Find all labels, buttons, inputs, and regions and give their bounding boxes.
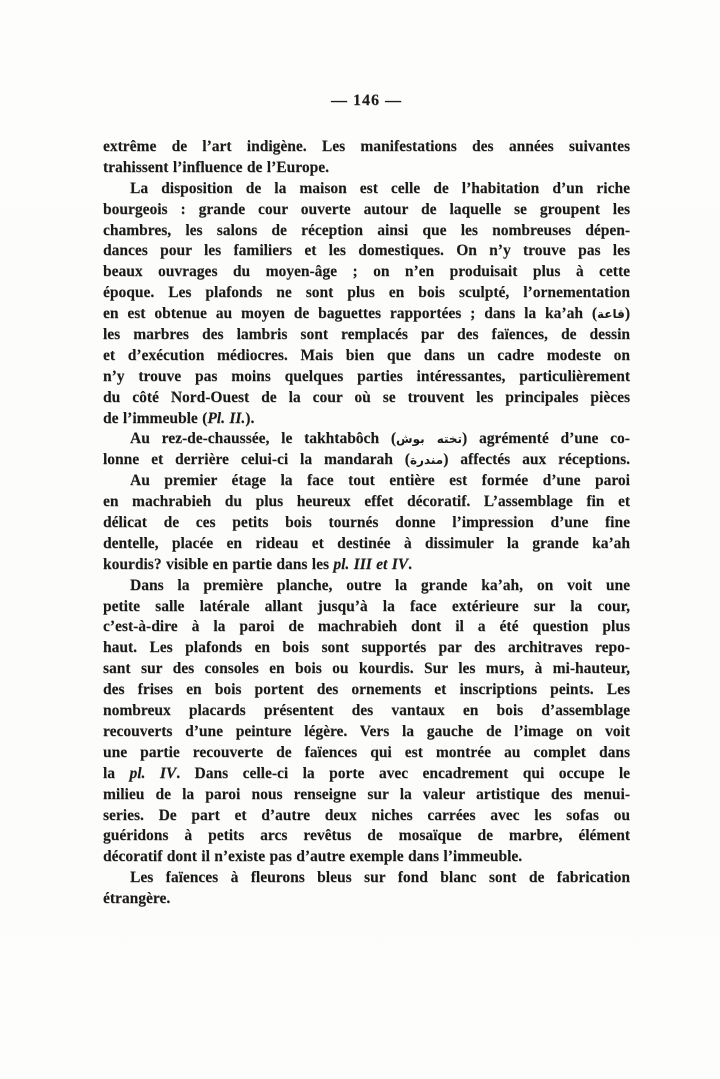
text-line [103,137,630,158]
text-block [103,137,630,910]
text-line [103,534,630,555]
text-segment: étrangère. [103,890,171,908]
plate-reference: pl. IV [129,764,177,782]
text-segment: ) [624,305,630,323]
text-line [103,659,630,680]
text-segment: lonne et derrière celui-ci la mandarah ( [103,451,410,469]
text-segment: des frises en bois portent des ornements et inscriptions peints. Les [103,681,630,699]
text-line [103,617,630,638]
arabic-term: تخته بوش [396,432,463,447]
text-line [103,325,630,346]
text-line [103,597,630,618]
text-segment: Les faïences à fleurons bleus sur fond blanc sont de fabrication [130,869,630,887]
text-line [103,868,630,889]
text-segment: en machrabieh du plus heureux effet décoratif. L’assemblage fin et [103,493,630,511]
page-number: — 146 — [331,92,402,109]
text-line [103,576,630,597]
text-line [103,283,630,304]
plate-reference: Pl. II. [207,409,246,427]
text-line [103,826,630,847]
text-line [103,367,630,388]
text-line [103,722,630,743]
text-segment: haut. Les plafonds en bois sont supportés par des architraves repo- [103,639,630,657]
text-segment: Au premier étage la face tout entière est formée d’une paroi [130,472,630,490]
text-segment: petite salle latérale allant jusqu’à la face extérieure sur la cour, [103,597,630,615]
text-line [103,701,630,722]
text-line [103,555,630,576]
text-segment: . [408,555,412,573]
arabic-term: مندرة [409,453,444,468]
text-segment: une partie recouverte de faïences qui est montrée au complet dans [103,743,630,761]
text-line [103,158,630,179]
text-line [103,179,630,200]
text-segment: n’y trouve pas moins quelques parties intéressantes, particulièrement [103,367,630,385]
text-segment: c’est-à-dire à la paroi de machrabieh dont il a été question plus [103,618,630,636]
text-line [103,200,630,221]
text-segment: beaux ouvrages du moyen-âge ; on n’en produisait plus à cette [103,263,630,281]
text-line [103,388,630,409]
text-line [103,638,630,659]
text-segment: chambres, les salons de réception ainsi que les nombreuses dépen- [103,221,630,239]
text-segment: dentelle, placée en rideau et destinée à dissimuler la grande ka’ah [103,534,630,552]
text-segment: ). [245,409,255,427]
text-line [103,221,630,242]
text-segment: Au rez-de-chaussée, le takhtabôch ( [130,430,397,448]
text-segment: trahissent l’influence de l’Europe. [103,158,329,176]
text-segment: guéridons à petits arcs revêtus de mosaïque de marbre, élément [103,827,630,845]
text-line [103,806,630,827]
text-segment: de l’immeuble ( [103,409,208,427]
text-segment: ) agrémenté d’une co- [462,430,630,448]
text-segment: Dans la première planche, outre la grande ka’ah, on voit une [130,576,630,594]
text-segment: extrême de l’art indigène. Les manifestations des années suivantes [103,138,630,155]
text-segment: décoratif dont il n’existe pas d’autre exemple dans l’immeuble. [103,848,523,866]
text-segment: milieu de la paroi nous renseigne sur la valeur artistique des menui- [103,785,630,803]
arabic-term: قاعة [596,307,625,322]
text-line [103,471,630,492]
text-line [103,450,630,471]
text-segment: . Dans celle-ci la porte avec encadrement qui occupe le [176,764,630,782]
text-segment: sant sur des consoles en bois ou kourdis. Sur les murs, à mi-hauteur, [103,660,630,678]
text-segment: du côté Nord-Ouest de la cour où se trouvent les principales pièces [103,388,630,406]
text-segment: époque. Les plafonds ne sont plus en bois sculpté, l’ornementation [103,284,630,302]
text-line [103,889,630,910]
text-line [103,409,630,430]
text-segment: La disposition de la maison est celle de l’habitation d’un riche [130,179,630,197]
text-line [103,346,630,367]
plate-reference: pl. III et IV [333,555,409,573]
text-segment: nombreux placards présentent des vantaux en bois d’assemblage [103,702,630,720]
text-line [103,513,630,534]
text-segment: recouverts d’une peinture légère. Vers la gauche de l’image on voit [103,722,630,740]
text-line [103,492,630,513]
text-segment: en est obtenue au moyen de baguettes rapportées ; dans la ka’ah ( [103,305,597,323]
text-segment: délicat de ces petits bois tournés donne l’impression d’une fine [103,514,630,532]
text-segment: bourgeois : grande cour ouverte autour de laquelle se groupent les [103,200,630,218]
text-segment: les marbres des lambris sont remplacés par des faïences, de dessin [103,326,630,344]
text-segment: dances pour les familiers et les domestiques. On n’y trouve pas les [103,242,630,260]
text-line [103,262,630,283]
text-line [103,785,630,806]
text-segment: et d’exécution médiocres. Mais bien que dans un cadre modeste on [103,346,630,364]
text-segment: series. De part et d’autre deux niches carrées avec les sofas ou [103,806,630,824]
text-segment: ) affectés aux réceptions. [443,451,630,469]
text-line [103,429,630,450]
text-line [103,304,630,325]
text-line [103,764,630,785]
text-line [103,743,630,764]
text-line [103,241,630,262]
text-line [103,680,630,701]
text-line [103,847,630,868]
text-segment: la [103,764,130,782]
text-segment: kourdis? visible en partie dans les [103,555,334,573]
